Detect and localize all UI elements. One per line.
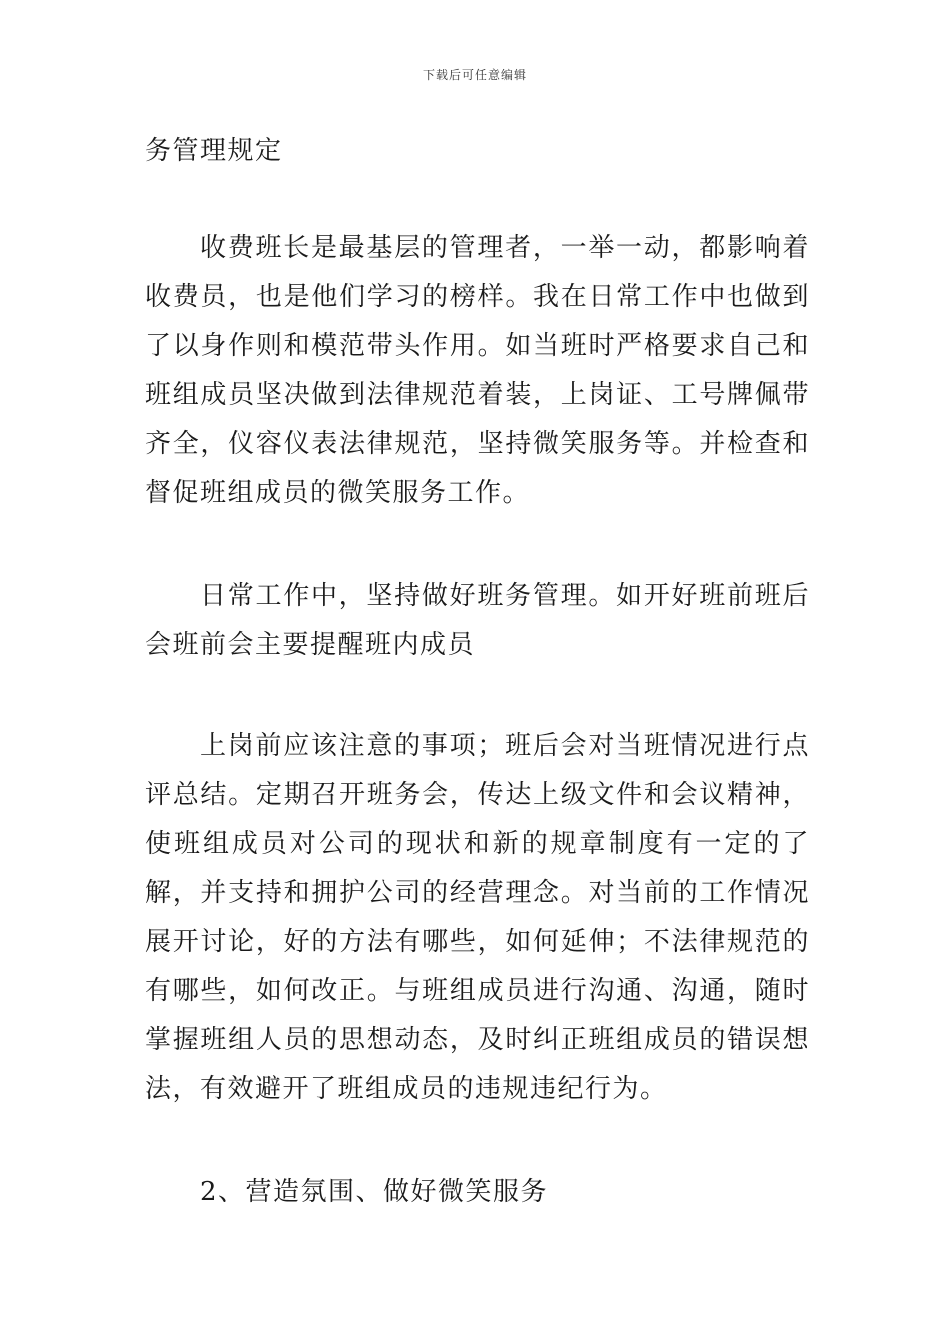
paragraph-1: 收费班长是最基层的管理者，一举一动，都影响着收费员，也是他们学习的榜样。我在日常工作中也做到了以身作则和模范带头作用。如当班时严格要求自己和班组成员坚决做到法律规范着装，上岗证、工号牌佩带齐全，仪容仪表法律规范，坚持微笑服务等。并检查和督促班组成员的微笑服务工作。 — [145, 233, 810, 508]
paragraph-3: 上岗前应该注意的事项；班后会对当班情况进行点评总结。定期召开班务会，传达上级文件和会议精神，使班组成员对公司的现状和新的规章制度有一定的了解，并支持和拥护公司的经营理念。对当前的工作情况展开讨论，好的方法有哪些，如何延伸；不法律规范的有哪些，如何改正。与班组成员进行沟通、沟通，随时掌握班组人员的思想动态，及时纠正班组成员的错误想法，有效避开了班组成员的违规违纪行为。 — [145, 731, 810, 1104]
page-header-note: 下载后可任意编辑 — [422, 68, 527, 82]
section-2-title: 2、营造氛围、做好微笑服务 — [200, 1177, 549, 1207]
heading-fragment: 务管理规定 — [145, 136, 283, 166]
paragraph-2: 日常工作中，坚持做好班务管理。如开好班前班后会班前会主要提醒班内成员 — [145, 581, 810, 660]
